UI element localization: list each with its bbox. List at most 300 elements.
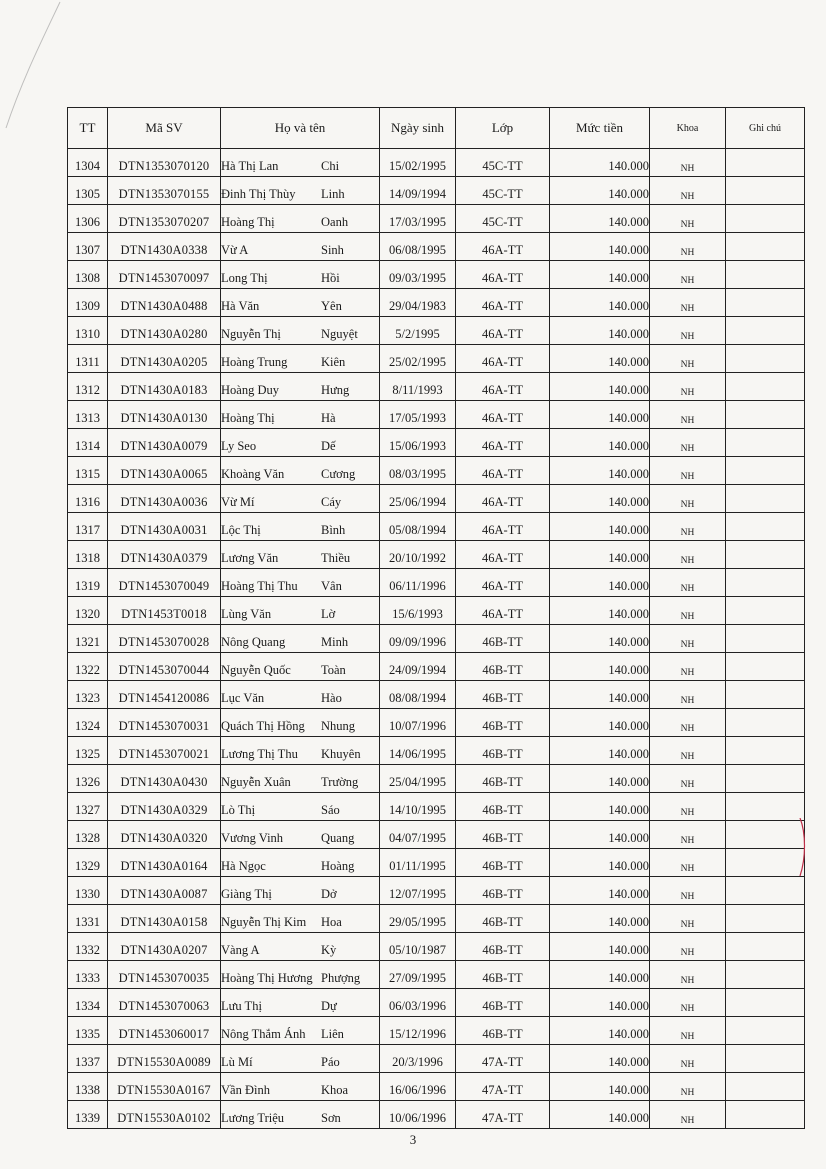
cell-faculty: NH: [650, 149, 726, 177]
cell-student-id: DTN1453T0018: [108, 597, 221, 625]
cell-note: [726, 821, 805, 849]
cell-student-name: [221, 373, 380, 401]
header-note: Ghi chú: [726, 108, 805, 149]
surname-middle-name: Giàng Thị: [221, 887, 272, 901]
cell-class-code: 47A-TT: [456, 1073, 550, 1101]
cell-row-number: 1315: [68, 457, 108, 485]
cell-date-of-birth: 25/04/1995: [380, 765, 456, 793]
cell-faculty: NH: [650, 569, 726, 597]
cell-amount: 140.000: [550, 345, 650, 373]
cell-student-name: [221, 541, 380, 569]
cell-class-code: 46A-TT: [456, 345, 550, 373]
cell-faculty: NH: [650, 737, 726, 765]
surname-middle-name: Vừ A: [221, 243, 249, 257]
cell-note: [726, 765, 805, 793]
cell-faculty: NH: [650, 233, 726, 261]
table-row: [68, 989, 805, 1017]
cell-date-of-birth: 14/06/1995: [380, 737, 456, 765]
given-name: Dế: [321, 439, 336, 453]
cell-note: [726, 681, 805, 709]
table-row: [68, 653, 805, 681]
cell-student-name: [221, 1101, 380, 1129]
given-name: Minh: [321, 635, 349, 649]
cell-faculty: NH: [650, 653, 726, 681]
cell-student-name: [221, 149, 380, 177]
cell-student-id: DTN1430A0207: [108, 933, 221, 961]
cell-date-of-birth: 8/11/1993: [380, 373, 456, 401]
cell-student-id: DTN1430A0338: [108, 233, 221, 261]
cell-date-of-birth: 08/03/1995: [380, 457, 456, 485]
table-row: [68, 1017, 805, 1045]
cell-student-id: DTN1353070120: [108, 149, 221, 177]
cell-row-number: 1312: [68, 373, 108, 401]
student-roster-table: [67, 107, 805, 1129]
cell-class-code: 46A-TT: [456, 261, 550, 289]
cell-student-id: DTN1453070063: [108, 989, 221, 1017]
surname-middle-name: Lục Văn: [221, 691, 265, 705]
cell-student-name: [221, 877, 380, 905]
cell-amount: 140.000: [550, 1045, 650, 1073]
cell-row-number: 1332: [68, 933, 108, 961]
cell-amount: 140.000: [550, 289, 650, 317]
surname-middle-name: Hoàng Thị: [221, 411, 275, 425]
cell-amount: 140.000: [550, 821, 650, 849]
cell-row-number: 1317: [68, 513, 108, 541]
surname-middle-name: Nông Thắm Ánh: [221, 1027, 306, 1041]
cell-student-name: [221, 1017, 380, 1045]
surname-middle-name: Lương Văn: [221, 551, 279, 565]
cell-class-code: 46A-TT: [456, 317, 550, 345]
cell-row-number: 1310: [68, 317, 108, 345]
cell-note: [726, 513, 805, 541]
surname-middle-name: Lù Mí: [221, 1055, 253, 1069]
cell-date-of-birth: 08/08/1994: [380, 681, 456, 709]
given-name: Quang: [321, 831, 355, 845]
cell-student-name: [221, 261, 380, 289]
cell-date-of-birth: 12/07/1995: [380, 877, 456, 905]
cell-student-id: DTN1430A0183: [108, 373, 221, 401]
page-number: 3: [409, 1132, 417, 1147]
cell-amount: 140.000: [550, 1101, 650, 1129]
given-name: Hưng: [321, 383, 350, 397]
header-tt: TT: [68, 108, 108, 149]
cell-note: [726, 1073, 805, 1101]
cell-class-code: 46B-TT: [456, 653, 550, 681]
surname-middle-name: Vương Vinh: [221, 831, 284, 845]
cell-faculty: NH: [650, 821, 726, 849]
cell-student-id: DTN1430A0488: [108, 289, 221, 317]
cell-amount: 140.000: [550, 1073, 650, 1101]
cell-class-code: 46A-TT: [456, 485, 550, 513]
scan-artifact-line: [2, 0, 62, 130]
cell-student-id: DTN1453070097: [108, 261, 221, 289]
cell-student-name: [221, 177, 380, 205]
cell-student-name: [221, 485, 380, 513]
cell-row-number: 1309: [68, 289, 108, 317]
cell-row-number: 1311: [68, 345, 108, 373]
cell-row-number: 1323: [68, 681, 108, 709]
cell-class-code: 46B-TT: [456, 793, 550, 821]
cell-student-name: [221, 569, 380, 597]
cell-class-code: 47A-TT: [456, 1101, 550, 1129]
cell-row-number: 1324: [68, 709, 108, 737]
cell-student-id: DTN1430A0087: [108, 877, 221, 905]
cell-note: [726, 345, 805, 373]
cell-class-code: 46B-TT: [456, 877, 550, 905]
table-row: [68, 709, 805, 737]
cell-amount: 140.000: [550, 205, 650, 233]
cell-student-id: DTN1430A0320: [108, 821, 221, 849]
cell-note: [726, 289, 805, 317]
cell-faculty: NH: [650, 709, 726, 737]
cell-student-id: DTN1430A0065: [108, 457, 221, 485]
surname-middle-name: Khoàng Văn: [221, 467, 285, 481]
surname-middle-name: Nguyễn Thị: [221, 327, 281, 341]
cell-amount: 140.000: [550, 877, 650, 905]
surname-middle-name: Lộc Thị: [221, 523, 261, 537]
cell-row-number: 1325: [68, 737, 108, 765]
cell-note: [726, 317, 805, 345]
cell-student-id: DTN1453070028: [108, 625, 221, 653]
surname-middle-name: Hà Ngọc: [221, 859, 266, 873]
surname-middle-name: Vần Đình: [221, 1083, 270, 1097]
cell-amount: 140.000: [550, 485, 650, 513]
given-name: Chi: [321, 159, 340, 173]
cell-date-of-birth: 24/09/1994: [380, 653, 456, 681]
cell-amount: 140.000: [550, 849, 650, 877]
header-amount: Mức tiền: [550, 108, 650, 149]
cell-faculty: NH: [650, 765, 726, 793]
cell-student-id: DTN1430A0164: [108, 849, 221, 877]
given-name: Oanh: [321, 215, 349, 229]
cell-student-id: DTN15530A0089: [108, 1045, 221, 1073]
surname-middle-name: Vàng A: [221, 943, 260, 957]
surname-middle-name: Hoàng Thị Thu: [221, 579, 298, 593]
surname-middle-name: Lùng Văn: [221, 607, 272, 621]
surname-middle-name: Lương Thị Thu: [221, 747, 298, 761]
table-row: [68, 289, 805, 317]
cell-class-code: 46A-TT: [456, 233, 550, 261]
cell-class-code: 45C-TT: [456, 205, 550, 233]
cell-note: [726, 1017, 805, 1045]
cell-row-number: 1316: [68, 485, 108, 513]
header-faculty: Khoa: [650, 108, 726, 149]
given-name: Sáo: [321, 803, 340, 817]
cell-amount: 140.000: [550, 429, 650, 457]
cell-class-code: 46A-TT: [456, 401, 550, 429]
cell-class-code: 45C-TT: [456, 177, 550, 205]
table-row: [68, 177, 805, 205]
cell-date-of-birth: 29/05/1995: [380, 905, 456, 933]
cell-student-id: DTN1430A0158: [108, 905, 221, 933]
given-name: Kỳ: [321, 943, 337, 957]
cell-class-code: 46B-TT: [456, 625, 550, 653]
table-row: [68, 877, 805, 905]
cell-date-of-birth: 14/10/1995: [380, 793, 456, 821]
cell-faculty: NH: [650, 1017, 726, 1045]
given-name: Nguyệt: [321, 327, 358, 341]
cell-student-id: DTN1453070035: [108, 961, 221, 989]
table-row: [68, 1045, 805, 1073]
cell-row-number: 1304: [68, 149, 108, 177]
table-row: [68, 933, 805, 961]
cell-row-number: 1334: [68, 989, 108, 1017]
given-name: Khoa: [321, 1083, 349, 1097]
given-name: Vân: [321, 579, 342, 593]
cell-faculty: NH: [650, 1101, 726, 1129]
cell-date-of-birth: 25/06/1994: [380, 485, 456, 513]
cell-row-number: 1337: [68, 1045, 108, 1073]
cell-date-of-birth: 17/05/1993: [380, 401, 456, 429]
cell-student-name: [221, 597, 380, 625]
cell-note: [726, 401, 805, 429]
given-name: Hào: [321, 691, 342, 705]
cell-faculty: NH: [650, 513, 726, 541]
given-name: Liên: [321, 1027, 344, 1041]
cell-amount: 140.000: [550, 765, 650, 793]
cell-faculty: NH: [650, 905, 726, 933]
cell-row-number: 1327: [68, 793, 108, 821]
cell-amount: 140.000: [550, 989, 650, 1017]
cell-date-of-birth: 09/09/1996: [380, 625, 456, 653]
cell-student-name: [221, 513, 380, 541]
cell-student-id: DTN1430A0036: [108, 485, 221, 513]
cell-note: [726, 485, 805, 513]
table-row: [68, 541, 805, 569]
cell-student-name: [221, 625, 380, 653]
given-name: Khuyên: [321, 747, 361, 761]
cell-student-name: [221, 233, 380, 261]
cell-row-number: 1335: [68, 1017, 108, 1045]
cell-amount: 140.000: [550, 961, 650, 989]
surname-middle-name: Hoàng Trung: [221, 355, 288, 369]
cell-note: [726, 1101, 805, 1129]
cell-note: [726, 793, 805, 821]
cell-student-id: DTN1430A0079: [108, 429, 221, 457]
given-name: Hà: [321, 411, 336, 425]
cell-note: [726, 261, 805, 289]
given-name: Cương: [321, 467, 356, 481]
cell-faculty: NH: [650, 793, 726, 821]
cell-date-of-birth: 20/3/1996: [380, 1045, 456, 1073]
cell-note: [726, 989, 805, 1017]
table-row: [68, 597, 805, 625]
cell-student-id: DTN1453070044: [108, 653, 221, 681]
cell-note: [726, 429, 805, 457]
cell-note: [726, 177, 805, 205]
cell-amount: 140.000: [550, 681, 650, 709]
cell-student-name: [221, 989, 380, 1017]
given-name: Hoa: [321, 915, 342, 929]
cell-note: [726, 569, 805, 597]
cell-faculty: NH: [650, 849, 726, 877]
cell-row-number: 1320: [68, 597, 108, 625]
surname-middle-name: Hoàng Duy: [221, 383, 279, 397]
surname-middle-name: Hà Thị Lan: [221, 159, 279, 173]
table-row: [68, 569, 805, 597]
cell-faculty: NH: [650, 345, 726, 373]
table-header-row: [68, 108, 805, 149]
cell-amount: 140.000: [550, 401, 650, 429]
given-name: Toàn: [321, 663, 346, 677]
cell-student-id: DTN1453060017: [108, 1017, 221, 1045]
surname-middle-name: Long Thị: [221, 271, 268, 285]
cell-faculty: NH: [650, 961, 726, 989]
cell-student-id: DTN1430A0379: [108, 541, 221, 569]
table-row: [68, 261, 805, 289]
cell-row-number: 1306: [68, 205, 108, 233]
surname-middle-name: Ly Seo: [221, 439, 257, 453]
cell-student-id: DTN1353070207: [108, 205, 221, 233]
cell-note: [726, 1045, 805, 1073]
cell-student-id: DTN1430A0280: [108, 317, 221, 345]
surname-middle-name: Lò Thị: [221, 803, 256, 817]
cell-student-name: [221, 933, 380, 961]
cell-class-code: 46B-TT: [456, 849, 550, 877]
cell-faculty: NH: [650, 205, 726, 233]
cell-class-code: 46B-TT: [456, 961, 550, 989]
cell-amount: 140.000: [550, 513, 650, 541]
cell-amount: 140.000: [550, 905, 650, 933]
cell-date-of-birth: 25/02/1995: [380, 345, 456, 373]
cell-row-number: 1330: [68, 877, 108, 905]
cell-class-code: 46B-TT: [456, 989, 550, 1017]
cell-class-code: 46B-TT: [456, 681, 550, 709]
given-name: Cáy: [321, 495, 342, 509]
cell-student-name: [221, 401, 380, 429]
cell-class-code: 46A-TT: [456, 373, 550, 401]
surname-middle-name: Đinh Thị Thùy: [221, 187, 296, 201]
cell-class-code: 46B-TT: [456, 905, 550, 933]
surname-middle-name: Hoàng Thị Hương: [221, 971, 313, 985]
cell-student-name: [221, 793, 380, 821]
cell-faculty: NH: [650, 625, 726, 653]
surname-middle-name: Nguyễn Thị Kim: [221, 915, 307, 929]
cell-student-name: [221, 821, 380, 849]
cell-row-number: 1328: [68, 821, 108, 849]
table-row: [68, 1101, 805, 1129]
cell-amount: 140.000: [550, 933, 650, 961]
cell-row-number: 1313: [68, 401, 108, 429]
cell-note: [726, 541, 805, 569]
cell-note: [726, 597, 805, 625]
cell-amount: 140.000: [550, 653, 650, 681]
cell-student-name: [221, 429, 380, 457]
cell-note: [726, 653, 805, 681]
cell-amount: 140.000: [550, 261, 650, 289]
cell-student-name: [221, 1073, 380, 1101]
cell-student-name: [221, 345, 380, 373]
cell-student-id: DTN1453070031: [108, 709, 221, 737]
cell-date-of-birth: 01/11/1995: [380, 849, 456, 877]
table-body: [68, 149, 805, 1129]
cell-note: [726, 961, 805, 989]
cell-student-id: DTN15530A0102: [108, 1101, 221, 1129]
cell-date-of-birth: 14/09/1994: [380, 177, 456, 205]
table-row: [68, 345, 805, 373]
cell-note: [726, 933, 805, 961]
given-name: Hồi: [321, 271, 340, 285]
table-row: [68, 737, 805, 765]
cell-row-number: 1333: [68, 961, 108, 989]
table-row: [68, 429, 805, 457]
cell-student-id: DTN1430A0329: [108, 793, 221, 821]
cell-row-number: 1331: [68, 905, 108, 933]
surname-middle-name: Vừ Mí: [221, 495, 255, 509]
cell-student-id: DTN1430A0031: [108, 513, 221, 541]
cell-row-number: 1305: [68, 177, 108, 205]
table-row: [68, 149, 805, 177]
cell-class-code: 46A-TT: [456, 457, 550, 485]
cell-faculty: NH: [650, 429, 726, 457]
table-row: [68, 821, 805, 849]
cell-row-number: 1314: [68, 429, 108, 457]
table-row: [68, 233, 805, 261]
given-name: Yên: [321, 299, 342, 313]
cell-date-of-birth: 29/04/1983: [380, 289, 456, 317]
cell-row-number: 1308: [68, 261, 108, 289]
table-row: [68, 793, 805, 821]
cell-note: [726, 905, 805, 933]
cell-amount: 140.000: [550, 373, 650, 401]
cell-row-number: 1318: [68, 541, 108, 569]
cell-faculty: NH: [650, 373, 726, 401]
cell-date-of-birth: 09/03/1995: [380, 261, 456, 289]
given-name: Bình: [321, 523, 346, 537]
cell-date-of-birth: 16/06/1996: [380, 1073, 456, 1101]
table-row: [68, 485, 805, 513]
cell-student-name: [221, 205, 380, 233]
cell-amount: 140.000: [550, 569, 650, 597]
cell-amount: 140.000: [550, 317, 650, 345]
cell-class-code: 46B-TT: [456, 821, 550, 849]
cell-faculty: NH: [650, 877, 726, 905]
cell-student-name: [221, 653, 380, 681]
cell-faculty: NH: [650, 541, 726, 569]
cell-date-of-birth: 06/08/1995: [380, 233, 456, 261]
cell-faculty: NH: [650, 261, 726, 289]
table-row: [68, 765, 805, 793]
cell-faculty: NH: [650, 1045, 726, 1073]
given-name: Linh: [321, 187, 345, 201]
cell-student-name: [221, 681, 380, 709]
cell-class-code: 46A-TT: [456, 569, 550, 597]
cell-class-code: 45C-TT: [456, 149, 550, 177]
cell-date-of-birth: 15/6/1993: [380, 597, 456, 625]
cell-note: [726, 149, 805, 177]
cell-class-code: 46B-TT: [456, 933, 550, 961]
cell-row-number: 1322: [68, 653, 108, 681]
cell-date-of-birth: 10/07/1996: [380, 709, 456, 737]
table-row: [68, 205, 805, 233]
surname-middle-name: Hoàng Thị: [221, 215, 275, 229]
table-row: [68, 849, 805, 877]
cell-amount: 140.000: [550, 597, 650, 625]
given-name: Thiều: [321, 551, 351, 565]
cell-faculty: NH: [650, 177, 726, 205]
table-row: [68, 401, 805, 429]
table-row: [68, 625, 805, 653]
cell-student-id: DTN1430A0430: [108, 765, 221, 793]
cell-student-name: [221, 457, 380, 485]
surname-middle-name: Lưu Thị: [221, 999, 262, 1013]
cell-row-number: 1307: [68, 233, 108, 261]
given-name: Lờ: [321, 607, 336, 621]
cell-date-of-birth: 15/02/1995: [380, 149, 456, 177]
cell-student-id: DTN1454120086: [108, 681, 221, 709]
table-row: [68, 317, 805, 345]
cell-amount: 140.000: [550, 177, 650, 205]
